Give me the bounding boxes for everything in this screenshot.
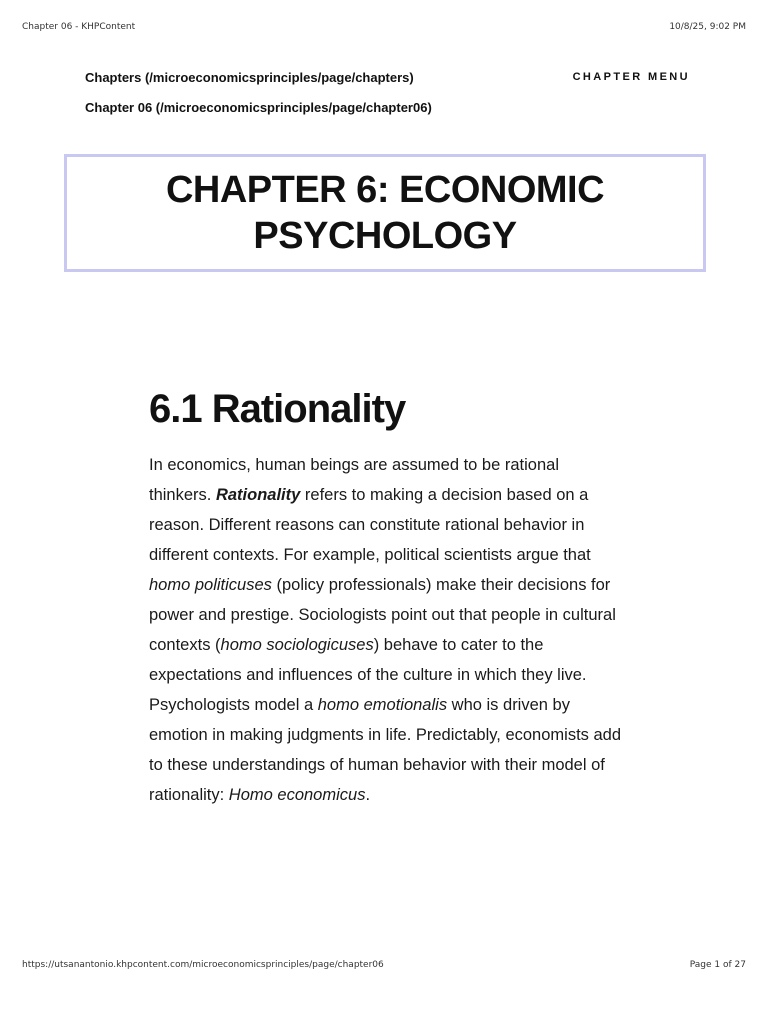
breadcrumb-link-chapter06[interactable]: Chapter 06 (/microeconomicsprinciples/page/chapter06) xyxy=(85,100,432,115)
paragraph-text: refers to making a decision based on a reason. Different reasons can constitute rational behavior in different contexts. For example, political scientists argue that xyxy=(149,486,591,564)
term-homo-politicuses: homo politicuses xyxy=(149,576,272,594)
chapter-menu-button[interactable]: CHAPTER MENU xyxy=(572,71,690,83)
term-homo-emotionalis: homo emotionalis xyxy=(317,696,448,714)
chapter-title: CHAPTER 6: ECONOMIC PSYCHOLOGY xyxy=(165,169,605,257)
breadcrumb-link-chapters[interactable]: Chapters (/microeconomicsprinciples/page/chapters) xyxy=(85,70,414,85)
print-datetime: 10/8/25, 9:02 PM xyxy=(669,22,746,32)
page-indicator: Page 1 of 27 xyxy=(689,960,746,970)
print-url: https://utsanantonio.khpcontent.com/microeconomicsprinciples/page/chapter06 xyxy=(22,960,384,970)
print-header xyxy=(22,22,746,32)
section-paragraph xyxy=(149,450,624,810)
paragraph-text: (policy professionals) make their decisions for power and prestige. Sociologists point out that people in cultural contexts ( xyxy=(149,576,616,654)
paragraph-text: In economics, human beings are assumed to be rational thinkers. xyxy=(149,456,559,504)
paragraph-text: who is driven by emotion in making judgments in life. Predictably, economists add to these understandings of human behavior with their model of rationality: xyxy=(149,696,622,804)
paragraph-text: . xyxy=(365,786,371,804)
breadcrumb xyxy=(85,70,432,116)
term-homo-economicus: Homo economicus xyxy=(228,786,366,804)
section-heading: 6.1 Rationality xyxy=(149,387,406,431)
term-homo-sociologicuses: homo sociologicuses xyxy=(220,636,374,654)
print-page-title: Chapter 06 - KHPContent xyxy=(22,22,136,32)
paragraph-text: ) behave to cater to the expectations and influences of the culture in which they live. Psychologists model a xyxy=(149,636,587,714)
term-rationality: Rationality xyxy=(215,486,301,504)
print-footer xyxy=(22,960,746,970)
chapter-title-box xyxy=(64,154,706,272)
